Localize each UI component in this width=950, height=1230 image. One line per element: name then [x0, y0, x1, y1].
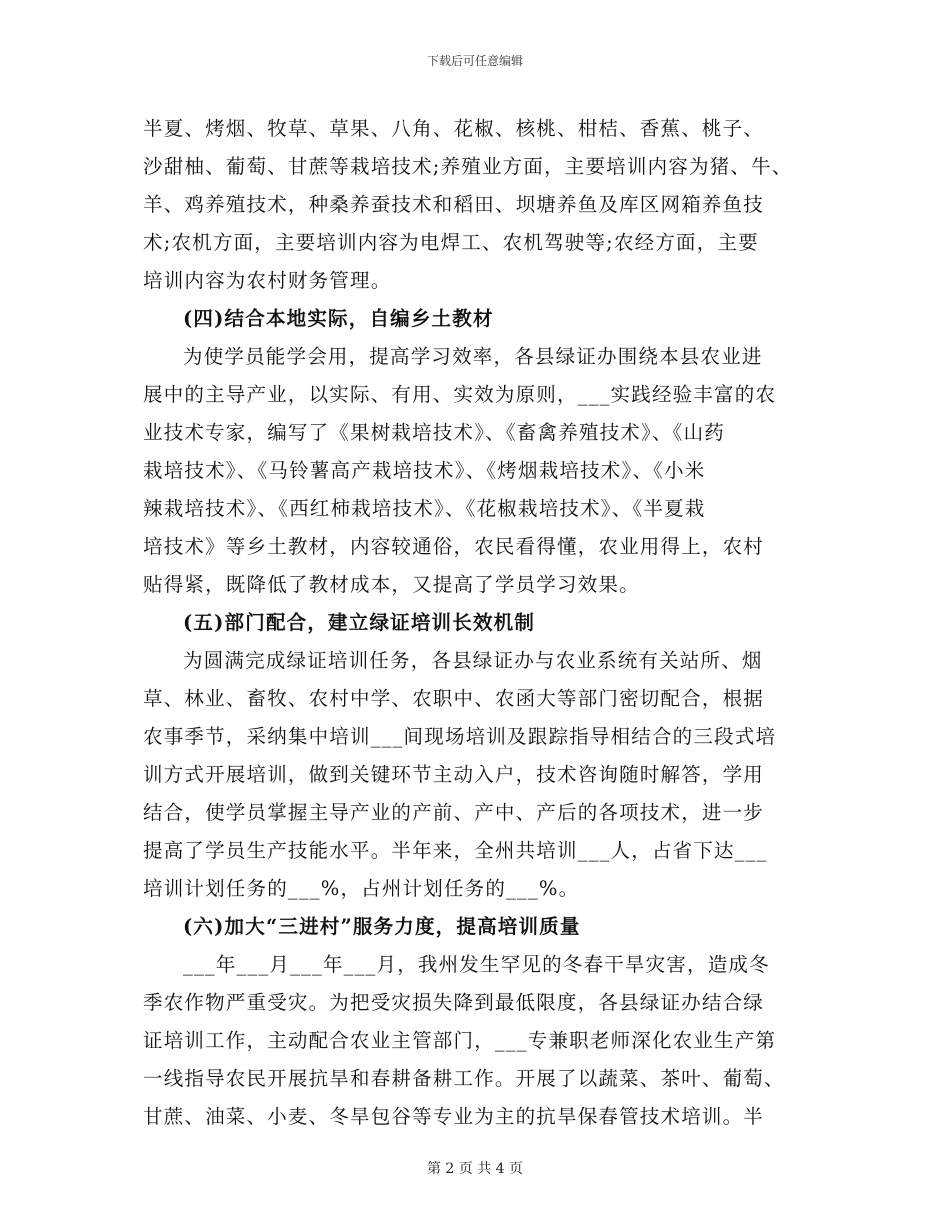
- body-line: 沙甜柚、葡萄、甘蔗等栽培技术;养殖业方面，主要培训内容为猪、牛、: [143, 155, 793, 178]
- body-line: 培训内容为农村财务管理。: [143, 269, 392, 292]
- body-line: 训方式开展培训，做到关键环节主动入户，技术咨询随时解答，学用: [143, 763, 765, 786]
- page-header: 下载后可任意编辑: [426, 54, 523, 68]
- body-line: 栽培技术》、《马铃薯高产栽培技术》、《烤烟栽培技术》、《小米: [143, 459, 706, 482]
- section-heading-5: (五)部门配合，建立绿证培训长效机制: [183, 611, 536, 634]
- paragraph-start: 为使学员能学会用，提高学习效率，各县绿证办围绕本县农业进: [183, 345, 763, 368]
- section-heading-4: (四)结合本地实际，自编乡土教材: [183, 307, 494, 330]
- body-line: 业技术专家，编写了《果树栽培技术》、《畜禽养殖技术》、《山药: [143, 421, 726, 444]
- body-line: 培技术》等乡土教材，内容较通俗，农民看得懂，农业用得上，农村: [143, 535, 765, 558]
- body-line: 农事季节，采纳集中培训___间现场培训及跟踪指导相结合的三段式培: [143, 725, 777, 748]
- body-line: 术;农机方面，主要培训内容为电焊工、农机驾驶等;农经方面，主要: [143, 231, 759, 254]
- paragraph-start: 为圆满完成绿证培训任务，各县绿证办与农业系统有关站所、烟: [183, 649, 763, 672]
- paragraph-start: ___年___月___年___月，我州发生罕见的冬春干旱灾害，造成冬: [183, 953, 770, 976]
- body-line: 甘蔗、油菜、小麦、冬旱包谷等专业为主的抗旱保春管技术培训。半: [143, 1105, 765, 1128]
- body-line: 草、林业、畜牧、农村中学、农职中、农函大等部门密切配合，根据: [143, 687, 765, 710]
- body-line: 证培训工作，主动配合农业主管部门，___专兼职老师深化农业生产第: [143, 1029, 777, 1052]
- body-line: 季农作物严重受灾。为把受灾损失降到最低限度，各县绿证办结合绿: [143, 991, 765, 1014]
- section-heading-6: (六)加大“三进村”服务力度，提高培训质量: [183, 915, 581, 938]
- document-body: [143, 110, 823, 1136]
- body-line: 结合，使学员掌握主导产业的产前、产中、产后的各项技术，进一步: [143, 801, 765, 824]
- body-line: 羊、鸡养殖技术，种桑养蚕技术和稻田、坝塘养鱼及库区网箱养鱼技: [143, 193, 765, 216]
- body-line: 提高了学员生产技能水平。半年来，全州共培训___人，占省下达___: [143, 839, 768, 862]
- body-line: 一线指导农民开展抗旱和春耕备耕工作。开展了以蔬菜、茶叶、葡萄、: [143, 1067, 785, 1090]
- body-line: 培训计划任务的___%，占州计划任务的___%。: [143, 877, 580, 900]
- body-line: 辣栽培技术》、《西红柿栽培技术》、《花椒栽培技术》、《半夏栽: [143, 497, 706, 520]
- page-footer: 第 2 页 共 4 页: [426, 1161, 524, 1177]
- body-line: 半夏、烤烟、牧草、草果、八角、花椒、核桃、柑桔、香蕉、桃子、: [143, 117, 765, 140]
- body-line: 贴得紧，既降低了教材成本，又提高了学员学习效果。: [143, 573, 640, 596]
- body-line: 展中的主导产业，以实际、有用、实效为原则，___实践经验丰富的农: [143, 383, 777, 406]
